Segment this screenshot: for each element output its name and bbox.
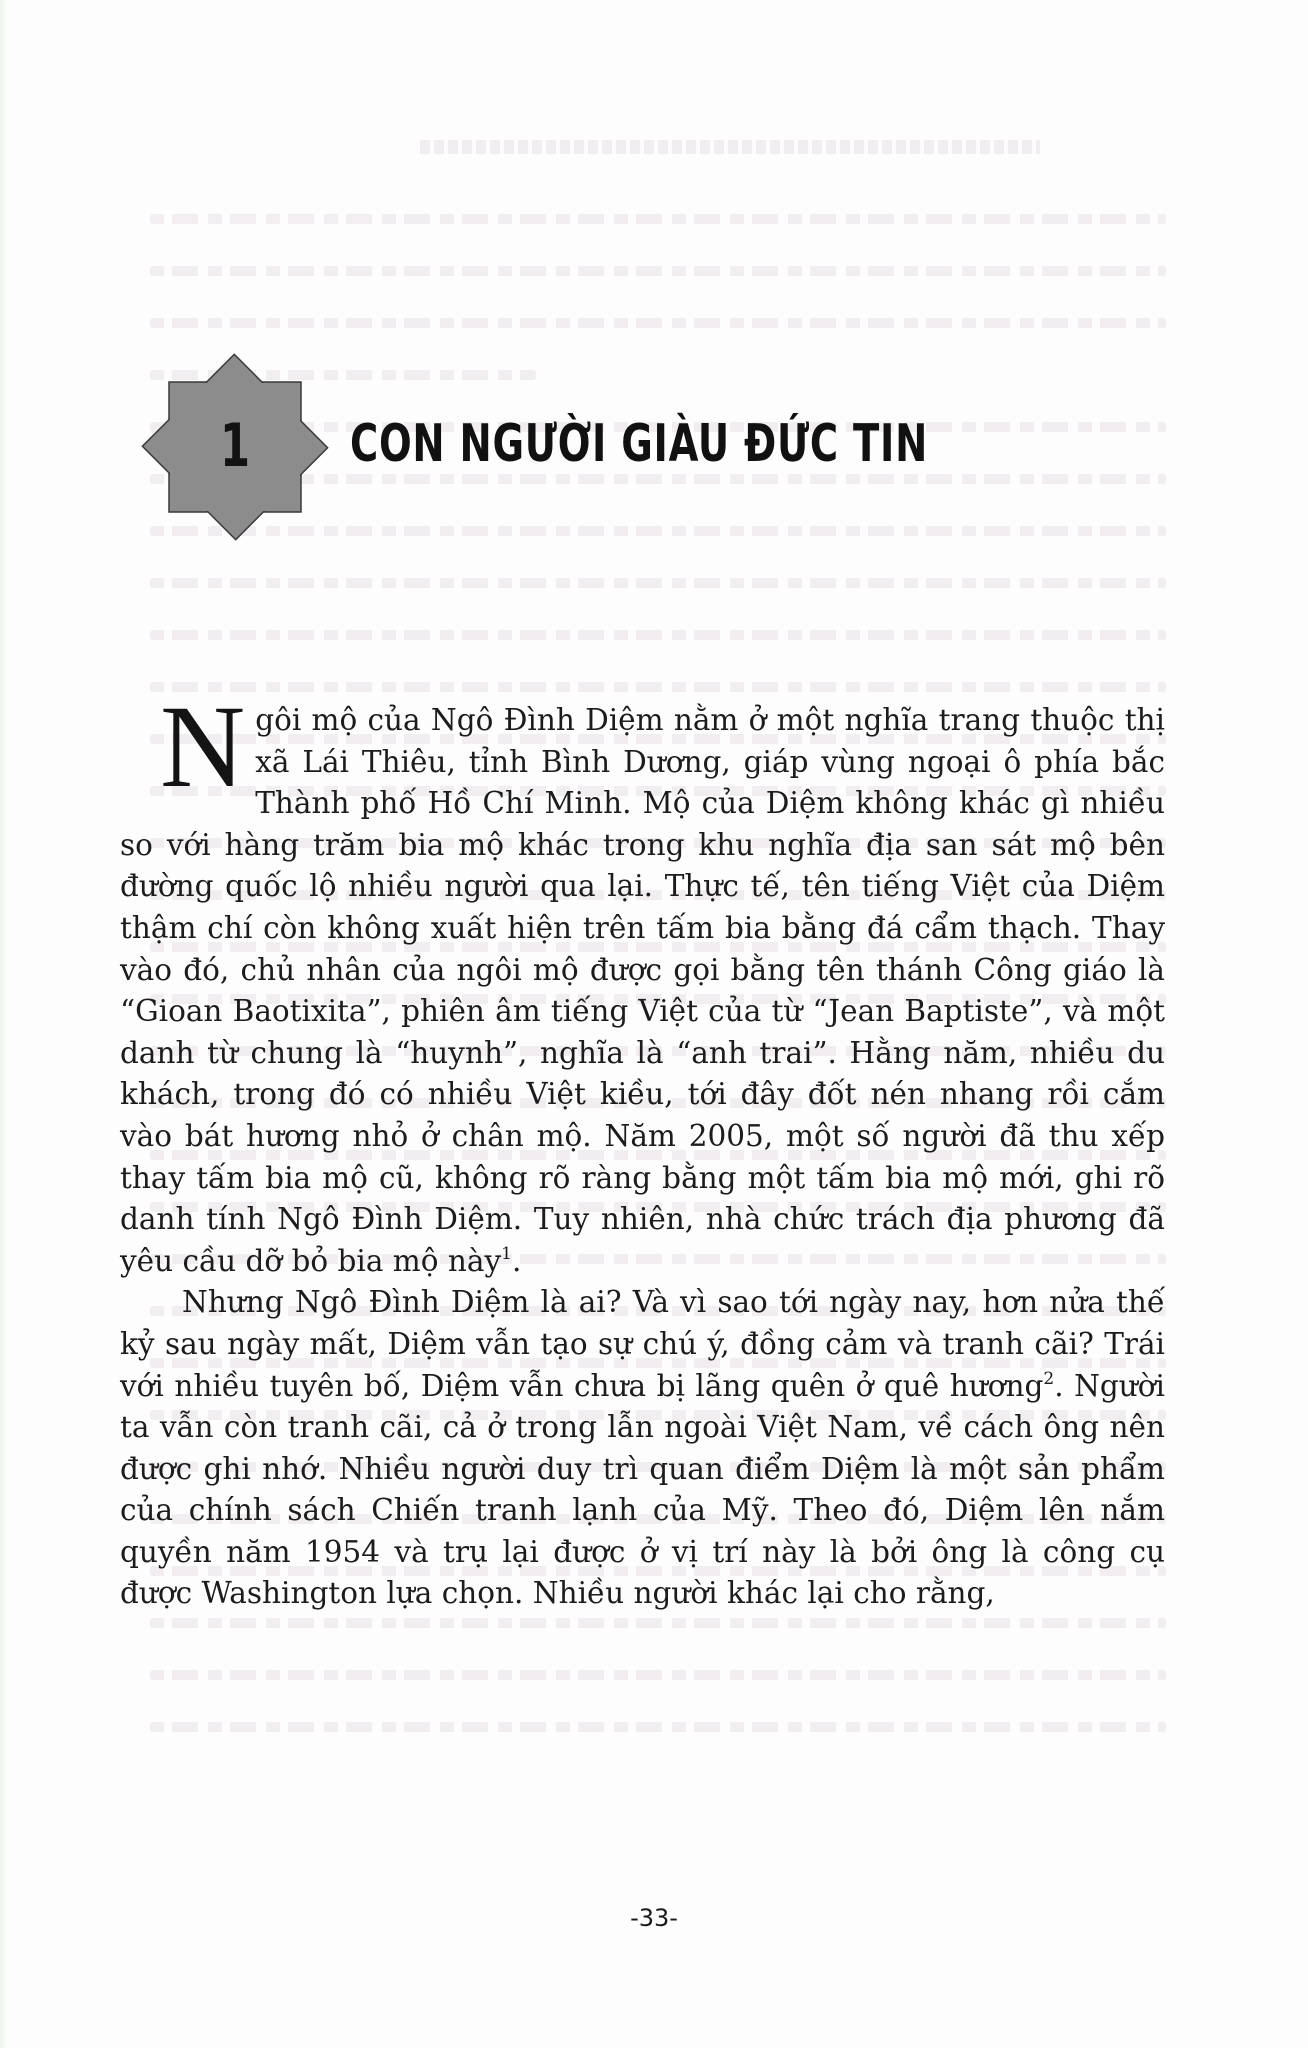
chapter-number-badge <box>135 353 325 537</box>
paragraph-text: gôi mộ của Ngô Đình Diệm nằm ở một nghĩa trang thuộc thị xã Lái Thiêu, tỉnh Bình Dương, giáp vùng ngoại ô phía bắc Thành phố Hồ Chí Minh. Mộ của Diệm không khác gì nhiều so với hàng trăm bia mộ khác trong khu nghĩa địa san sát mộ bên đường quốc lộ nhiều người qua lại. Thực tế, tên tiếng Việt của Diệm thậm chí còn không xuất hiện trên tấm bia bằng đá cẩm thạch. Thay vào đó, chủ nhân của ngôi mộ được gọi bằng tên thánh Công giáo là “Gioan Baotixita”, phiên âm tiếng Việt của từ “Jean Baptiste”, và một danh từ chung là “huynh”, nghĩa là “anh trai”. Hằng năm, nhiều du khách, trong đó có nhiều Việt kiều, tới đây đốt nén nhang rồi cắm vào bát hương nhỏ ở chân mộ. Năm 2005, một số người đã thu xếp thay tấm bia mộ cũ, không rõ ràng bằng một tấm bia mộ mới, ghi rõ danh tính Ngô Đình Diệm. Tuy nhiên, nhà chức trách địa phương đã yêu cầu dỡ bỏ bia mộ này <box>120 703 1165 1278</box>
scan-edge-tint <box>0 0 8 2048</box>
ghost-running-header <box>420 140 1040 154</box>
body-text <box>120 681 1165 1615</box>
paragraph: Ngôi mộ của Ngô Đình Diệm nằm ở một nghĩa trang thuộc thị xã Lái Thiêu, tỉnh Bình Dương, giáp vùng ngoại ô phía bắc Thành phố Hồ Chí Minh. Mộ của Diệm không khác gì nhiều so với hàng trăm bia mộ khác trong khu nghĩa địa san sát mộ bên đường quốc lộ nhiều người qua lại. Thực tế, tên tiếng Việt của Diệm thậm chí còn không xuất hiện trên tấm bia bằng đá cẩm thạch. Thay vào đó, chủ nhân của ngôi mộ được gọi bằng tên thánh Công giáo là “Gioan Baotixita”, phiên âm tiếng Việt của từ “Jean Baptiste”, và một danh từ chung là “huynh”, nghĩa là “anh trai”. Hằng năm, nhiều du khách, trong đó có nhiều Việt kiều, tới đây đốt nén nhang rồi cắm vào bát hương nhỏ ở chân mộ. Năm 2005, một số người đã thu xếp thay tấm bia mộ cũ, không rõ ràng bằng một tấm bia mộ mới, ghi rõ danh tính Ngô Đình Diệm. Tuy nhiên, nhà chức trách địa phương đã yêu cầu dỡ bỏ bia mộ này$^1$. <box>120 681 1165 1278</box>
paragraph <box>120 1282 1165 1615</box>
drop-cap: N <box>160 681 246 812</box>
paragraph-text: Nhưng Ngô Đình Diệm là ai? Và vì sao tới ngày nay, hơn nửa thế kỷ sau ngày mất, Diệm vẫn tạo sự chú ý, đồng cảm và tranh cãi? Trái với nhiều tuyên bố, Diệm vẫn chưa bị lãng quên ở quê hương <box>120 1285 1165 1403</box>
page-number: -33- <box>630 1904 678 1932</box>
footnote-ref-2[interactable]: 2 <box>1043 1368 1055 1389</box>
footnote-ref-1[interactable]: 1 <box>501 1243 512 1264</box>
chapter-title: CON NGƯỜI GIÀU ĐỨC TIN <box>350 414 929 474</box>
chapter-heading <box>130 350 1130 540</box>
chapter-number: 1 <box>219 411 251 481</box>
paragraph-text-continued: . Người ta vẫn còn tranh cãi, cả ở trong lẫn ngoài Việt Nam, về cách ông nên được ghi nhớ. Nhiều người duy trì quan điểm Diệm là một sản phẩm của chính sách Chiến tranh lạnh của Mỹ. Theo đó, Diệm lên nắm quyền năm 1954 và trụ lại được ở vị trí này là bởi ông là công cụ được Washington lựa chọn. Nhiều người khác lại cho rằng, <box>120 1368 1165 1611</box>
